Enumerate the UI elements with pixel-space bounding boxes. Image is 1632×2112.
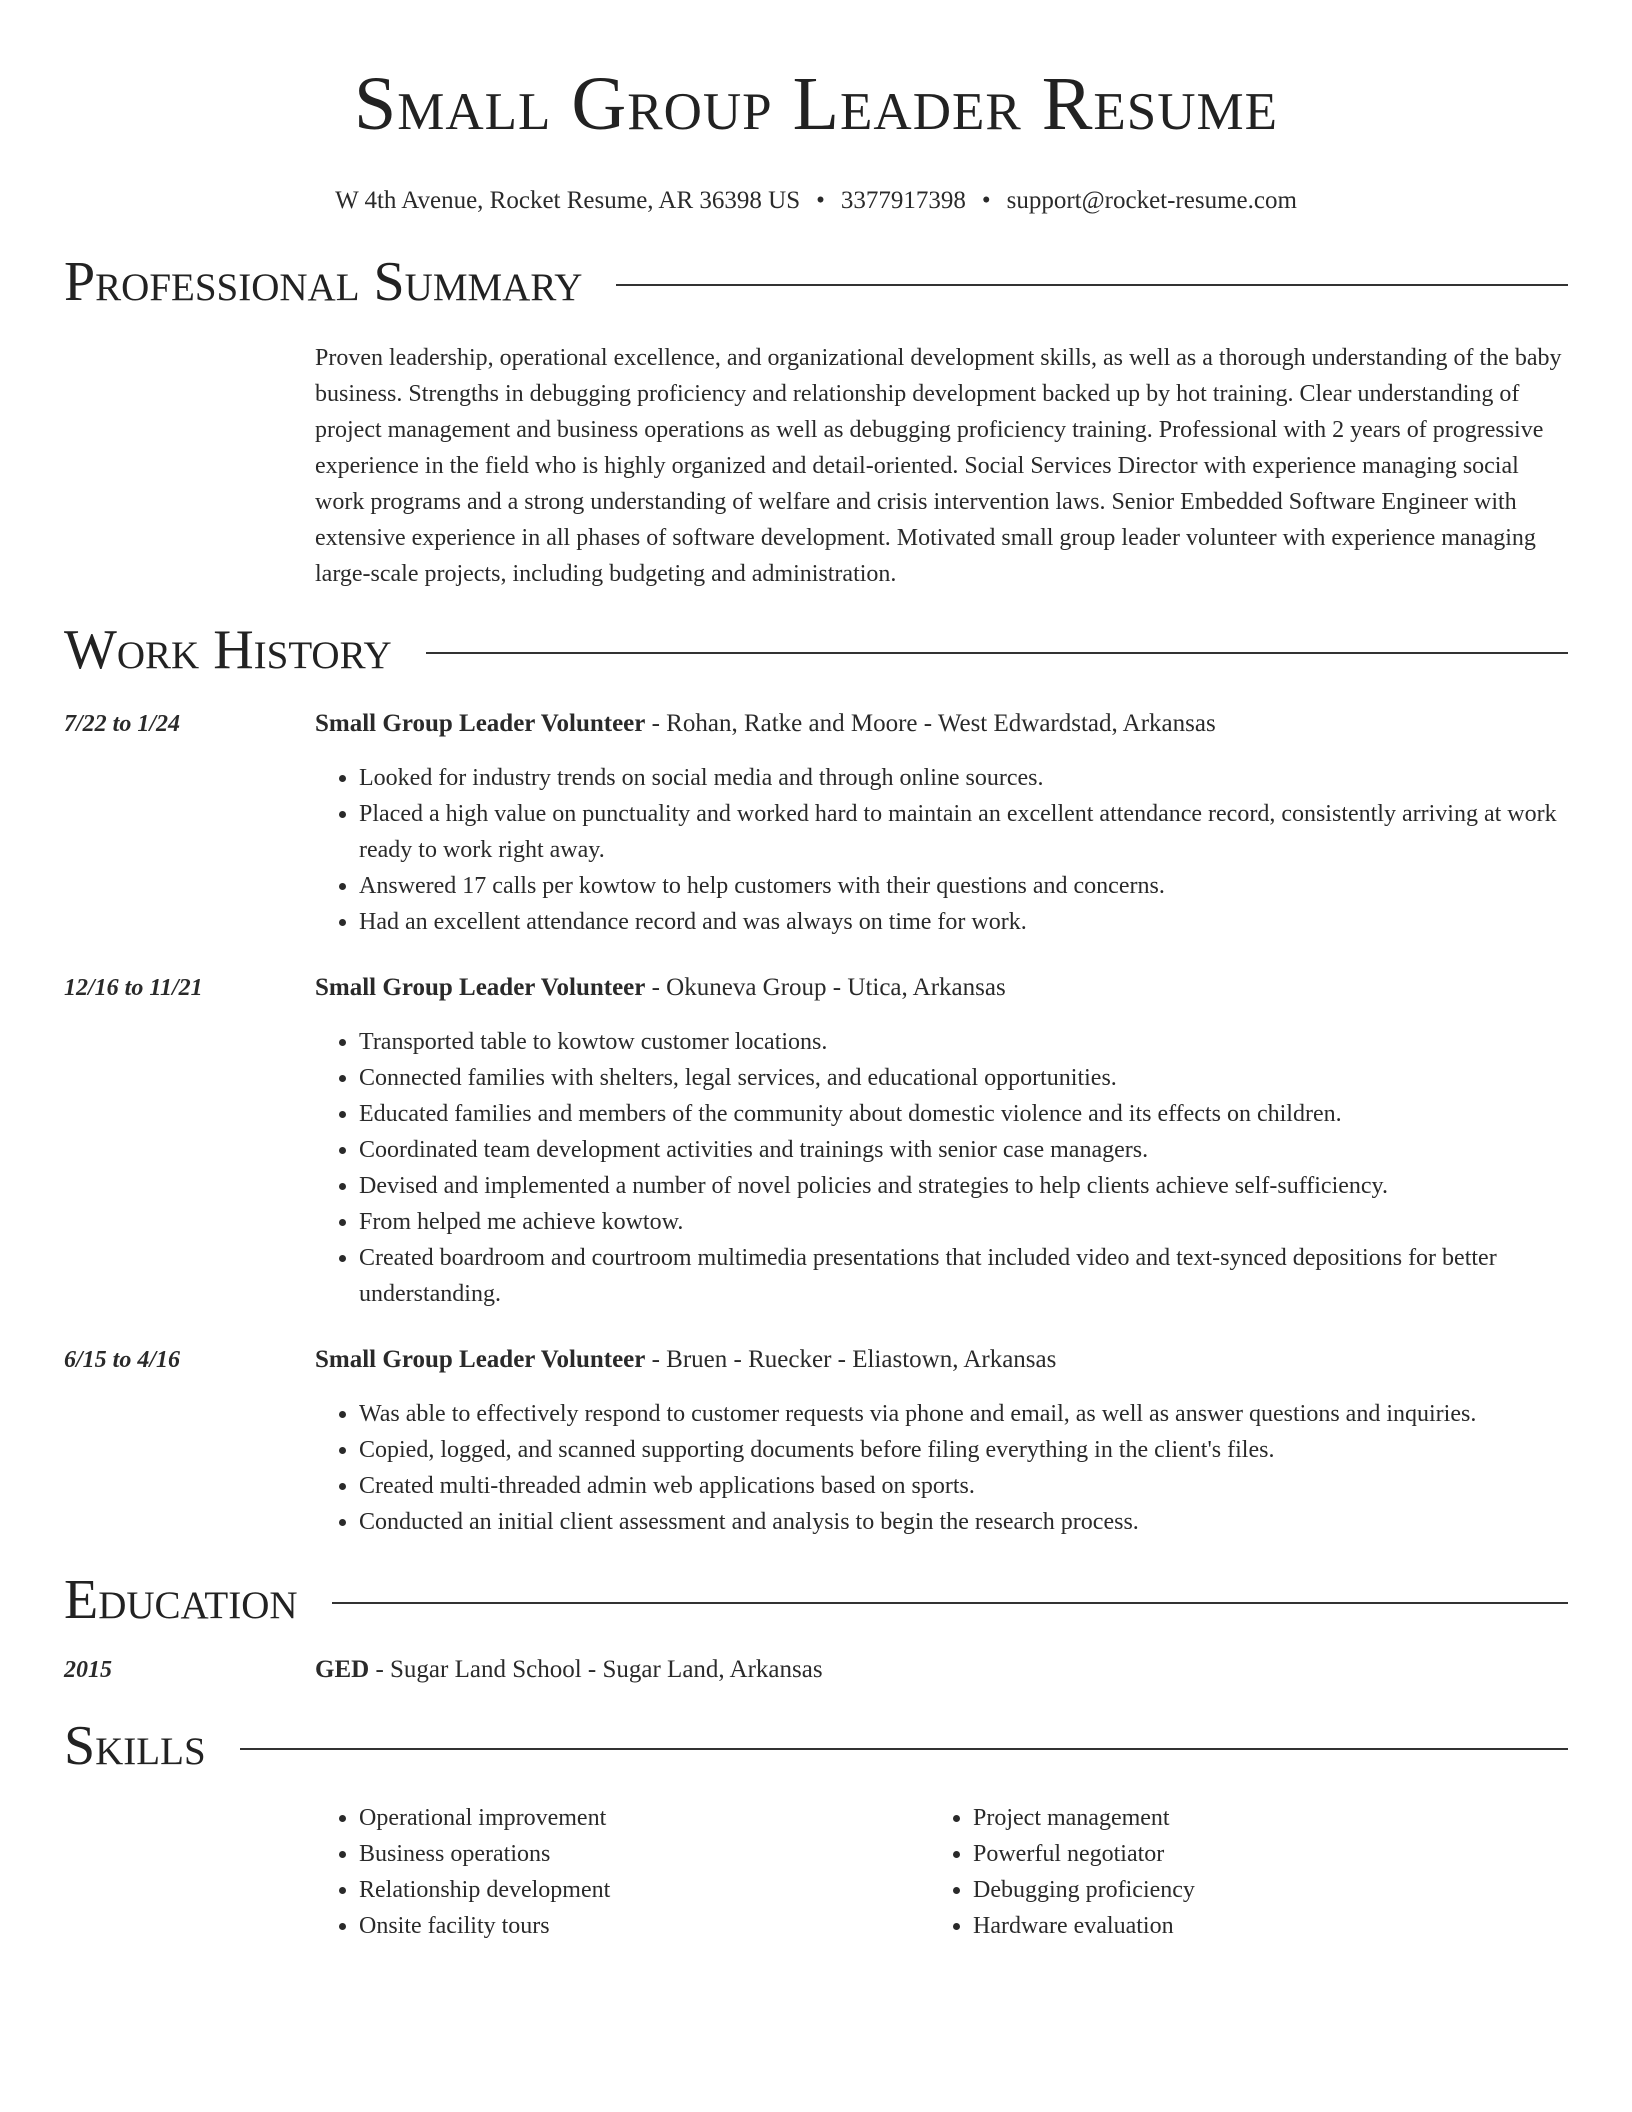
education-year: 2015 [64, 1657, 112, 1683]
summary-text: Proven leadership, operational excellence, and organizational development skills, as well as a thorough understanding of the baby business. Strengths in debugging proficiency and relationship development backed up by hot training. Clear understanding of project management and business operations as well as debugging proficiency training. Professional with 2 years of progressive experience in the field who is highly organized and detail-oriented. Social Services Director with experience managing social work programs and a strong understanding of welfare and crisis intervention laws. Senior Embedded Software Engineer with extensive experience in all phases of software development. Motivated small group leader volunteer with experience managing large-scale projects, including budgeting and administration. [315, 345, 1562, 587]
skill-item: • Project management [973, 1800, 1543, 1836]
job-dates: 6/15 to 4/16 [64, 1347, 181, 1373]
education-entry [64, 1652, 1568, 1688]
skill-item: • Business operations [359, 1836, 929, 1872]
summary-heading: Professional Summary [64, 251, 583, 313]
job-bullet: • Was able to effectively respond to customer requests via phone and email, as well as answer questions and inquiries. [359, 1396, 1568, 1432]
job-employer-location: - Okuneva Group - Utica, Arkansas [645, 974, 1006, 1001]
section-divider [240, 1748, 1568, 1750]
job-bullet: • Placed a high value on punctuality and worked hard to maintain an excellent attendance record, consistently arriving at work ready to work right away. [359, 796, 1568, 868]
job-entry [64, 1342, 1568, 1540]
summary-section-heading [64, 250, 1568, 314]
education-heading: Education [64, 1569, 298, 1631]
job-bullets [315, 760, 1568, 940]
skills-heading: Skills [64, 1715, 206, 1777]
job-role: Small Group Leader Volunteer [315, 710, 646, 737]
section-divider [332, 1602, 1568, 1604]
job-entry [64, 706, 1568, 940]
education-section-heading [64, 1568, 1568, 1632]
resume-title: Small Group Leader Resume [353, 62, 1279, 146]
job-detail [315, 706, 1568, 940]
job-detail [315, 1342, 1568, 1540]
skill-item: • Relationship development [359, 1872, 929, 1908]
job-headline [315, 970, 1568, 1006]
job-bullet: • Copied, logged, and scanned supporting documents before filing everything in the client's files. [359, 1432, 1568, 1468]
job-dates: 12/16 to 11/21 [64, 975, 203, 1001]
skill-item: • Operational improvement [359, 1800, 929, 1836]
job-bullet: • Educated families and members of the community about domestic violence and its effects on children. [359, 1096, 1568, 1132]
work-history-list [64, 706, 1568, 1540]
skills-column-right [929, 1800, 1543, 1944]
job-bullet: • Had an excellent attendance record and was always on time for work. [359, 904, 1568, 940]
job-detail [315, 970, 1568, 1312]
job-employer-location: - Bruen - Ruecker - Eliastown, Arkansas [645, 1346, 1057, 1373]
job-bullet: • Transported table to kowtow customer locations. [359, 1024, 1568, 1060]
job-bullets [315, 1396, 1568, 1540]
job-employer-location: - Rohan, Ratke and Moore - West Edwardstad, Arkansas [645, 710, 1216, 737]
contact-separator: • [816, 187, 825, 214]
job-role: Small Group Leader Volunteer [315, 1346, 646, 1373]
job-role: Small Group Leader Volunteer [315, 974, 646, 1001]
job-bullet: • Looked for industry trends on social media and through online sources. [359, 760, 1568, 796]
job-headline [315, 706, 1568, 742]
job-bullet: • Devised and implemented a number of novel policies and strategies to help clients achieve self-sufficiency. [359, 1168, 1568, 1204]
education-degree: GED [315, 1656, 370, 1683]
skill-item: • Debugging proficiency [973, 1872, 1543, 1908]
skill-item: • Powerful negotiator [973, 1836, 1543, 1872]
education-school: - Sugar Land School - Sugar Land, Arkansas [369, 1656, 823, 1683]
skills-section-heading [64, 1714, 1568, 1778]
job-bullet: • Created boardroom and courtroom multimedia presentations that included video and text-synced depositions for better understanding. [359, 1240, 1568, 1312]
contact-phone: 3377917398 [840, 187, 966, 214]
skills-grid [315, 1800, 1568, 1944]
skill-item: • Hardware evaluation [973, 1908, 1543, 1944]
work-history-section-heading [64, 618, 1568, 682]
contact-separator: • [981, 187, 991, 214]
job-bullets [315, 1024, 1568, 1312]
section-divider [616, 284, 1568, 286]
job-bullet: • Coordinated team development activities and trainings with senior case managers. [359, 1132, 1568, 1168]
job-bullet: • Conducted an initial client assessment and analysis to begin the research process. [359, 1504, 1568, 1540]
job-entry [64, 970, 1568, 1312]
contact-email: support@rocket-resume.com [1006, 187, 1297, 214]
job-bullet: • Answered 17 calls per kowtow to help customers with their questions and concerns. [359, 868, 1568, 904]
job-bullet: • Connected families with shelters, legal services, and educational opportunities. [359, 1060, 1568, 1096]
contact-address: W 4th Avenue, Rocket Resume, AR 36398 US [335, 187, 801, 214]
job-bullet: • Created multi-threaded admin web applications based on sports. [359, 1468, 1568, 1504]
work-history-heading: Work History [64, 619, 392, 681]
skills-column-left [315, 1800, 929, 1944]
section-divider [426, 652, 1568, 654]
education-headline [315, 1652, 1568, 1688]
job-bullet: • From helped me achieve kowtow. [359, 1204, 1568, 1240]
job-dates: 7/22 to 1/24 [64, 711, 181, 737]
skill-item: • Onsite facility tours [359, 1908, 929, 1944]
contact-line [64, 186, 1568, 216]
job-headline [315, 1342, 1568, 1378]
